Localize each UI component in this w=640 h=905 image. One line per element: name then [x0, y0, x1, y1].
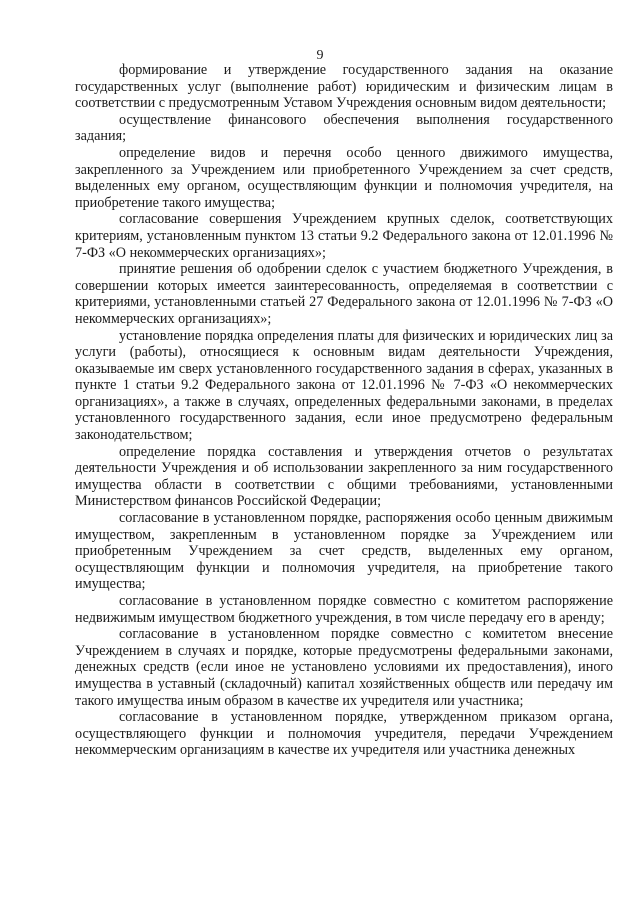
paragraph-movable-property-disposal: согласование в установленном порядке, распоряжения особо ценным движимым имуществом, закрепленным в установленном порядке за Учреждением или приобретенным Учреждением за счет средств, выделенных ему органом, осуществляющим функции и полномочия учредителя, на приобретение такого имущества;	[75, 510, 613, 593]
paragraph-interested-deals: принятие решения об одобрении сделок с участием бюджетного Учреждения, в совершении которых имеется заинтересованность, определяемая в соответствии с критериями, установленными статьей 27 Федерального закона от 12.01.1996 № 7-ФЗ «О некоммерческих организациях»;	[75, 261, 613, 327]
paragraph-capital-contribution: согласование в установленном порядке совместно с комитетом внесение Учреждением в случаях и порядке, которые предусмотрены федеральными законами, денежных средств (если иное не установлено условиями их предоставления), иного имущества в уставный (складочный) капитал хозяйственных обществ или передачу им такого имущества иным образом в качестве их учредителя или участника;	[75, 626, 613, 709]
paragraph-fee-procedure: установление порядка определения платы для физических и юридических лиц за услуги (работы), относящиеся к основным видам деятельности Учреждения, оказываемые им сверх установленного государственного задания в сферах, указанных в пункте 1 статьи 9.2 Федерального закона от 12.01.1996 № 7-ФЗ «О некоммерческих организациях», а также в случаях, определенных федеральными законами, в пределах установленного государственного задания, если иное предусмотрено федеральным законодательством;	[75, 327, 613, 444]
paragraph-nonprofit-transfer: согласование в установленном порядке, утвержденном приказом органа, осуществляющего функции и полномочия учредителя, передачи Учреждением некоммерческим организациям в качестве их учредителя или участника денежных	[75, 709, 613, 759]
paragraph-financial-support: осуществление финансового обеспечения выполнения государственного задания;	[75, 111, 613, 145]
document-body	[75, 62, 613, 759]
paragraph-major-deals: согласование совершения Учреждением крупных сделок, соответствующих критериям, установленным пунктом 13 статьи 9.2 Федерального закона от 12.01.1996 № 7-ФЗ «О некоммерческих организациях»;	[75, 211, 613, 261]
paragraph-state-assignment: формирование и утверждение государственного задания на оказание государственных услуг (выполнение работ) юридическим и физическим лицам в соответствии с предусмотренным Уставом Учреждения основным видом деятельности;	[75, 62, 613, 112]
paragraph-valuable-property-list: определение видов и перечня особо ценного движимого имущества, закрепленного за Учреждением или приобретенного Учреждением за счет средств, выделенных ему органом, осуществляющим функции и полномочия учредителя, на приобретение такого имущества;	[75, 144, 613, 211]
paragraph-reporting-procedure: определение порядка составления и утверждения отчетов о результатах деятельности Учреждения и об использовании закрепленного за ним государственного имущества области в соответствии с общими требованиями, установленными Министерством финансов Российской Федерации;	[75, 443, 613, 510]
paragraph-real-estate-disposal: согласование в установленном порядке совместно с комитетом распоряжение недвижимым имуществом бюджетного учреждения, в том числе передачу его в аренду;	[75, 593, 613, 626]
page-number: 9	[316, 48, 324, 63]
